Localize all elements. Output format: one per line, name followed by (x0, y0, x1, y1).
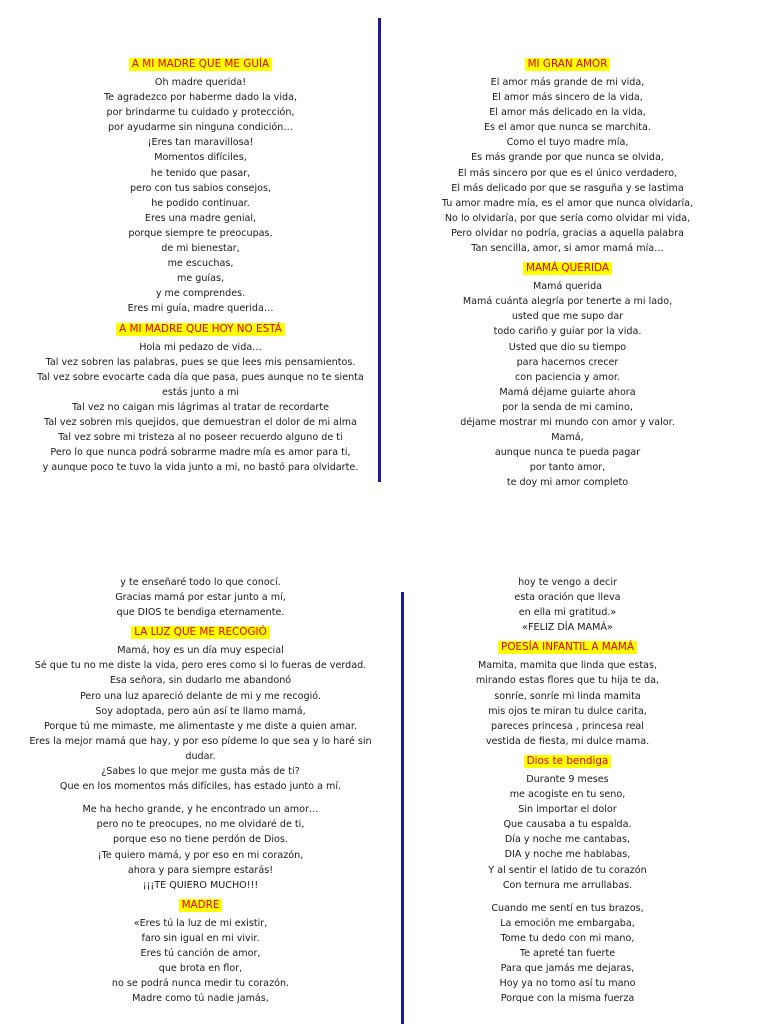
page1-right-column (395, 52, 740, 490)
poem-line: ¡Te quiero mamá, y por eso en mi corazón, (97, 849, 304, 861)
poem-line: Y al sentir el latido de tu corazón (488, 864, 647, 876)
poem-line: Hoy ya no tomo así tu mano (499, 978, 636, 990)
poem-title: A MI MADRE QUE ME GUÍA (129, 58, 272, 71)
poem-body (395, 75, 740, 256)
poem-line: Soy adoptada, pero aún así te llamo mamá, (95, 705, 306, 717)
poem-body (28, 75, 373, 317)
poem-body (395, 279, 740, 490)
poem-line: Te apreté tan fuerte (519, 947, 616, 959)
poem-line: y te enseñaré todo lo que conocí. (120, 577, 281, 588)
poem-line: te doy mi amor completo (506, 477, 629, 489)
poem-line: he tenido que pasar, (150, 167, 251, 179)
poem-title: A MI MADRE QUE HOY NO ESTÁ (116, 323, 285, 336)
poem-line: No lo olvidaría, por que sería como olvidar mi vida, (444, 212, 691, 224)
poem-line: Día y noche me cantabas, (504, 834, 631, 846)
poem-line: para hacernos crecer (516, 356, 619, 368)
poem-line: ahora y para siempre estarás! (127, 864, 274, 876)
poem-line: «Eres tú la luz de mi existir, (133, 917, 268, 929)
poem-line: que brota en flor, (158, 963, 243, 975)
poem-line: he podido continuar. (151, 197, 250, 209)
poem-line: Mamá déjame guiarte ahora (499, 386, 636, 398)
poem-line: hoy te vengo a decir (518, 577, 617, 588)
poem-line: Usted que dio su tiempo (508, 341, 627, 353)
poem-line: por tanto amor, (529, 462, 606, 474)
poem-line: Para que jamás me dejaras, (500, 963, 635, 975)
poem-line: Mamá cuánta alegría por tenerte a mi lado, (462, 296, 673, 308)
poem-line: Mamita, mamita que linda que estas, (477, 660, 658, 672)
poem-line: y me comprendes. (155, 288, 246, 300)
poem-line: pero no te preocupes, no me olvidaré de ti, (96, 819, 305, 831)
poem-body (28, 916, 373, 1007)
poem-title: POESÍA INFANTIL A MAMÁ (498, 641, 637, 654)
poem-line: déjame mostrar mi mundo con amor y valor. (460, 416, 675, 428)
poem-line: Durante 9 meses (526, 773, 609, 785)
poem-line: Es el amor que nunca se marchita. (483, 122, 651, 134)
poem-line: El más sincero por que es el único verdadero, (457, 167, 678, 179)
poem-line: que DIOS te bendiga eternamente. (116, 607, 285, 619)
poem-line: Gracias mamá por estar junto a mí, (115, 592, 286, 604)
poem-line: Tal vez sobre evocarte cada día que pasa, pues aunque no te sienta (37, 371, 364, 383)
poem-line: Sé que tu no me diste la vida, pero eres como si lo fueras de verdad. (34, 660, 367, 672)
poem-line: ¿Sabes lo que mejor me gusta más de ti? (101, 766, 300, 778)
poem-line: Eres la mejor mamá que hay, y por eso pídeme lo que sea y lo haré sin dudar. (29, 735, 372, 762)
poem-line: ¡¡¡TE QUIERO MUCHO!!! (142, 879, 259, 891)
poem-line: Como el tuyo madre mía, (506, 137, 629, 149)
poem-line: por ayudarme sin ninguna condición… (108, 122, 293, 134)
poem-line: El amor más grande de mi vida, (490, 77, 645, 88)
poem-title: LA LUZ QUE ME RECOGIÓ (131, 626, 270, 639)
poem-body (28, 340, 373, 476)
poem-line: Tal vez sobren las palabras, pues se que lees mis pensamientos. (45, 356, 356, 368)
poem-line: Pero lo que nunca podrá sobrarme madre mía es amor para ti, (50, 447, 351, 459)
poem-line: Tal vez sobre mi tristeza al no poseer recuerdo alguno de ti (58, 432, 343, 444)
poem-body (395, 772, 740, 893)
poem-line: faro sin igual en mi vivir. (141, 932, 260, 944)
poem-line: Es más grande por que nunca se olvida, (471, 152, 664, 164)
poem-title: MADRE (179, 899, 223, 912)
poem-line: «FELIZ DÍA MAMÁ» (522, 622, 613, 634)
poem-body (395, 901, 740, 1007)
poem-line: Mamá, hoy es un día muy especial (117, 645, 284, 657)
poem-line: DIA y noche me hablabas, (504, 849, 631, 861)
poem-line: Porque con la misma fuerza (500, 993, 635, 1005)
poem-line: Tome tu dedo con mi mano, (500, 932, 635, 944)
poem-line: El amor más sincero de la vida, (492, 92, 643, 104)
poem-line: Me ha hecho grande, y he encontrado un amor… (82, 804, 319, 816)
poem-line: El amor más delicado en la vida, (489, 107, 646, 119)
poem-line: mirando estas flores que tu hija te da, (475, 675, 660, 687)
poem-line: pareces princesa , princesa real (491, 720, 644, 732)
poem-line: porque siempre te preocupas, (128, 227, 273, 239)
page2-right-column (395, 575, 740, 1006)
poem-line: Que en los momentos más difíciles, has estado junto a mí. (59, 781, 342, 793)
poem-line: La emoción me embargaba, (500, 917, 635, 929)
poem-line: aunque nunca te pueda pagar (494, 447, 641, 459)
page1-left-column (28, 52, 373, 475)
poem-line: de mi bienestar, (161, 243, 240, 255)
poem-line: Eres tú canción de amor, (140, 947, 261, 959)
poem-line: y aunque poco te tuvo la vida junto a mi, no bastó para olvidarte. (42, 462, 359, 474)
poem-body (28, 575, 373, 620)
poem-line: con paciencia y amor. (515, 371, 620, 383)
poem-title: MAMÁ QUERIDA (523, 262, 612, 275)
poem-line: Oh madre querida! (154, 77, 247, 88)
poem-line: porque eso no tiene perdón de Dios. (113, 834, 288, 846)
poem-line: Sin importar el dolor (518, 804, 617, 816)
poem-line: Pero una luz apareció delante de mi y me recogió. (79, 690, 321, 702)
poem-line: Que causaba a tu espalda. (503, 819, 632, 831)
poem-title: MI GRAN AMOR (525, 58, 611, 71)
poem-line: Tan sencilla, amor, si amor mamá mía… (471, 243, 664, 255)
poem-line: Con ternura me arrullabas. (502, 879, 633, 891)
poem-line: todo cariño y guiar por la vida. (493, 326, 642, 338)
poem-line: Tal vez sobren mis quejidos, que demuestran el dolor de mi alma (44, 416, 357, 428)
poem-line: vestida de fiesta, mi dulce mama. (485, 735, 650, 747)
page2-left-column (28, 575, 373, 1006)
poem-line: esta oración que lleva (514, 592, 621, 604)
poem-line: por la senda de mi camino, (502, 401, 633, 413)
poem-line: Eres mi guía, madre querida… (127, 303, 274, 315)
poem-line: Esa señora, sin dudarlo me abandonó (109, 675, 292, 687)
poem-body (28, 643, 373, 794)
poem-line: no se podrá nunca medir tu corazón. (111, 978, 290, 990)
poem-line: mis ojos te miran tu dulce carita, (488, 705, 647, 717)
poem-line: estás junto a mi (161, 386, 240, 398)
poem-body (28, 802, 373, 893)
poem-line: por brindarme tu cuidado y protección, (106, 107, 295, 119)
poem-line: Mamá querida (532, 281, 603, 293)
poem-line: Cuando me sentí en tus brazos, (491, 902, 644, 914)
poem-line: ¡Eres tan maravillosa! (147, 137, 254, 149)
poem-line: pero con tus sabios consejos, (129, 182, 272, 194)
poem-line: me acogiste en tu seno, (509, 789, 626, 801)
poem-line: Momentos difíciles, (154, 152, 247, 164)
poem-line: me escuchas, (167, 258, 234, 270)
poem-line: Te agradezco por haberme dado la vida, (103, 92, 298, 104)
poem-body (395, 575, 740, 635)
poem-line: Eres una madre genial, (144, 212, 257, 224)
poem-line: Porque tú me mimaste, me alimentaste y me diste a quien amar. (43, 720, 358, 732)
poem-line: sonríe, sonríe mi linda mamita (494, 690, 641, 702)
poem-line: Mamá, (551, 432, 584, 444)
poem-line: me guías, (176, 273, 225, 285)
poem-line: usted que me supo dar (511, 311, 624, 323)
poem-line: Hola mi pedazo de vida… (139, 341, 262, 353)
poem-line: Pero olvidar no podría, gracias a aquella palabra (451, 227, 684, 239)
poem-line: Tu amor madre mía, es el amor que nunca olvidaría, (441, 197, 694, 209)
poem-line: Madre como tú nadie jamás, (132, 993, 269, 1005)
poem-line: en ella mi gratitud.» (518, 607, 617, 619)
poem-line: El más delicado por que se rasguña y se lastima (451, 182, 684, 194)
poem-title: Dios te bendiga (524, 755, 612, 768)
poem-line: Tal vez no caigan mis lágrimas al tratar de recordarte (71, 401, 329, 413)
poem-body (395, 658, 740, 749)
column-divider-top (378, 18, 381, 482)
